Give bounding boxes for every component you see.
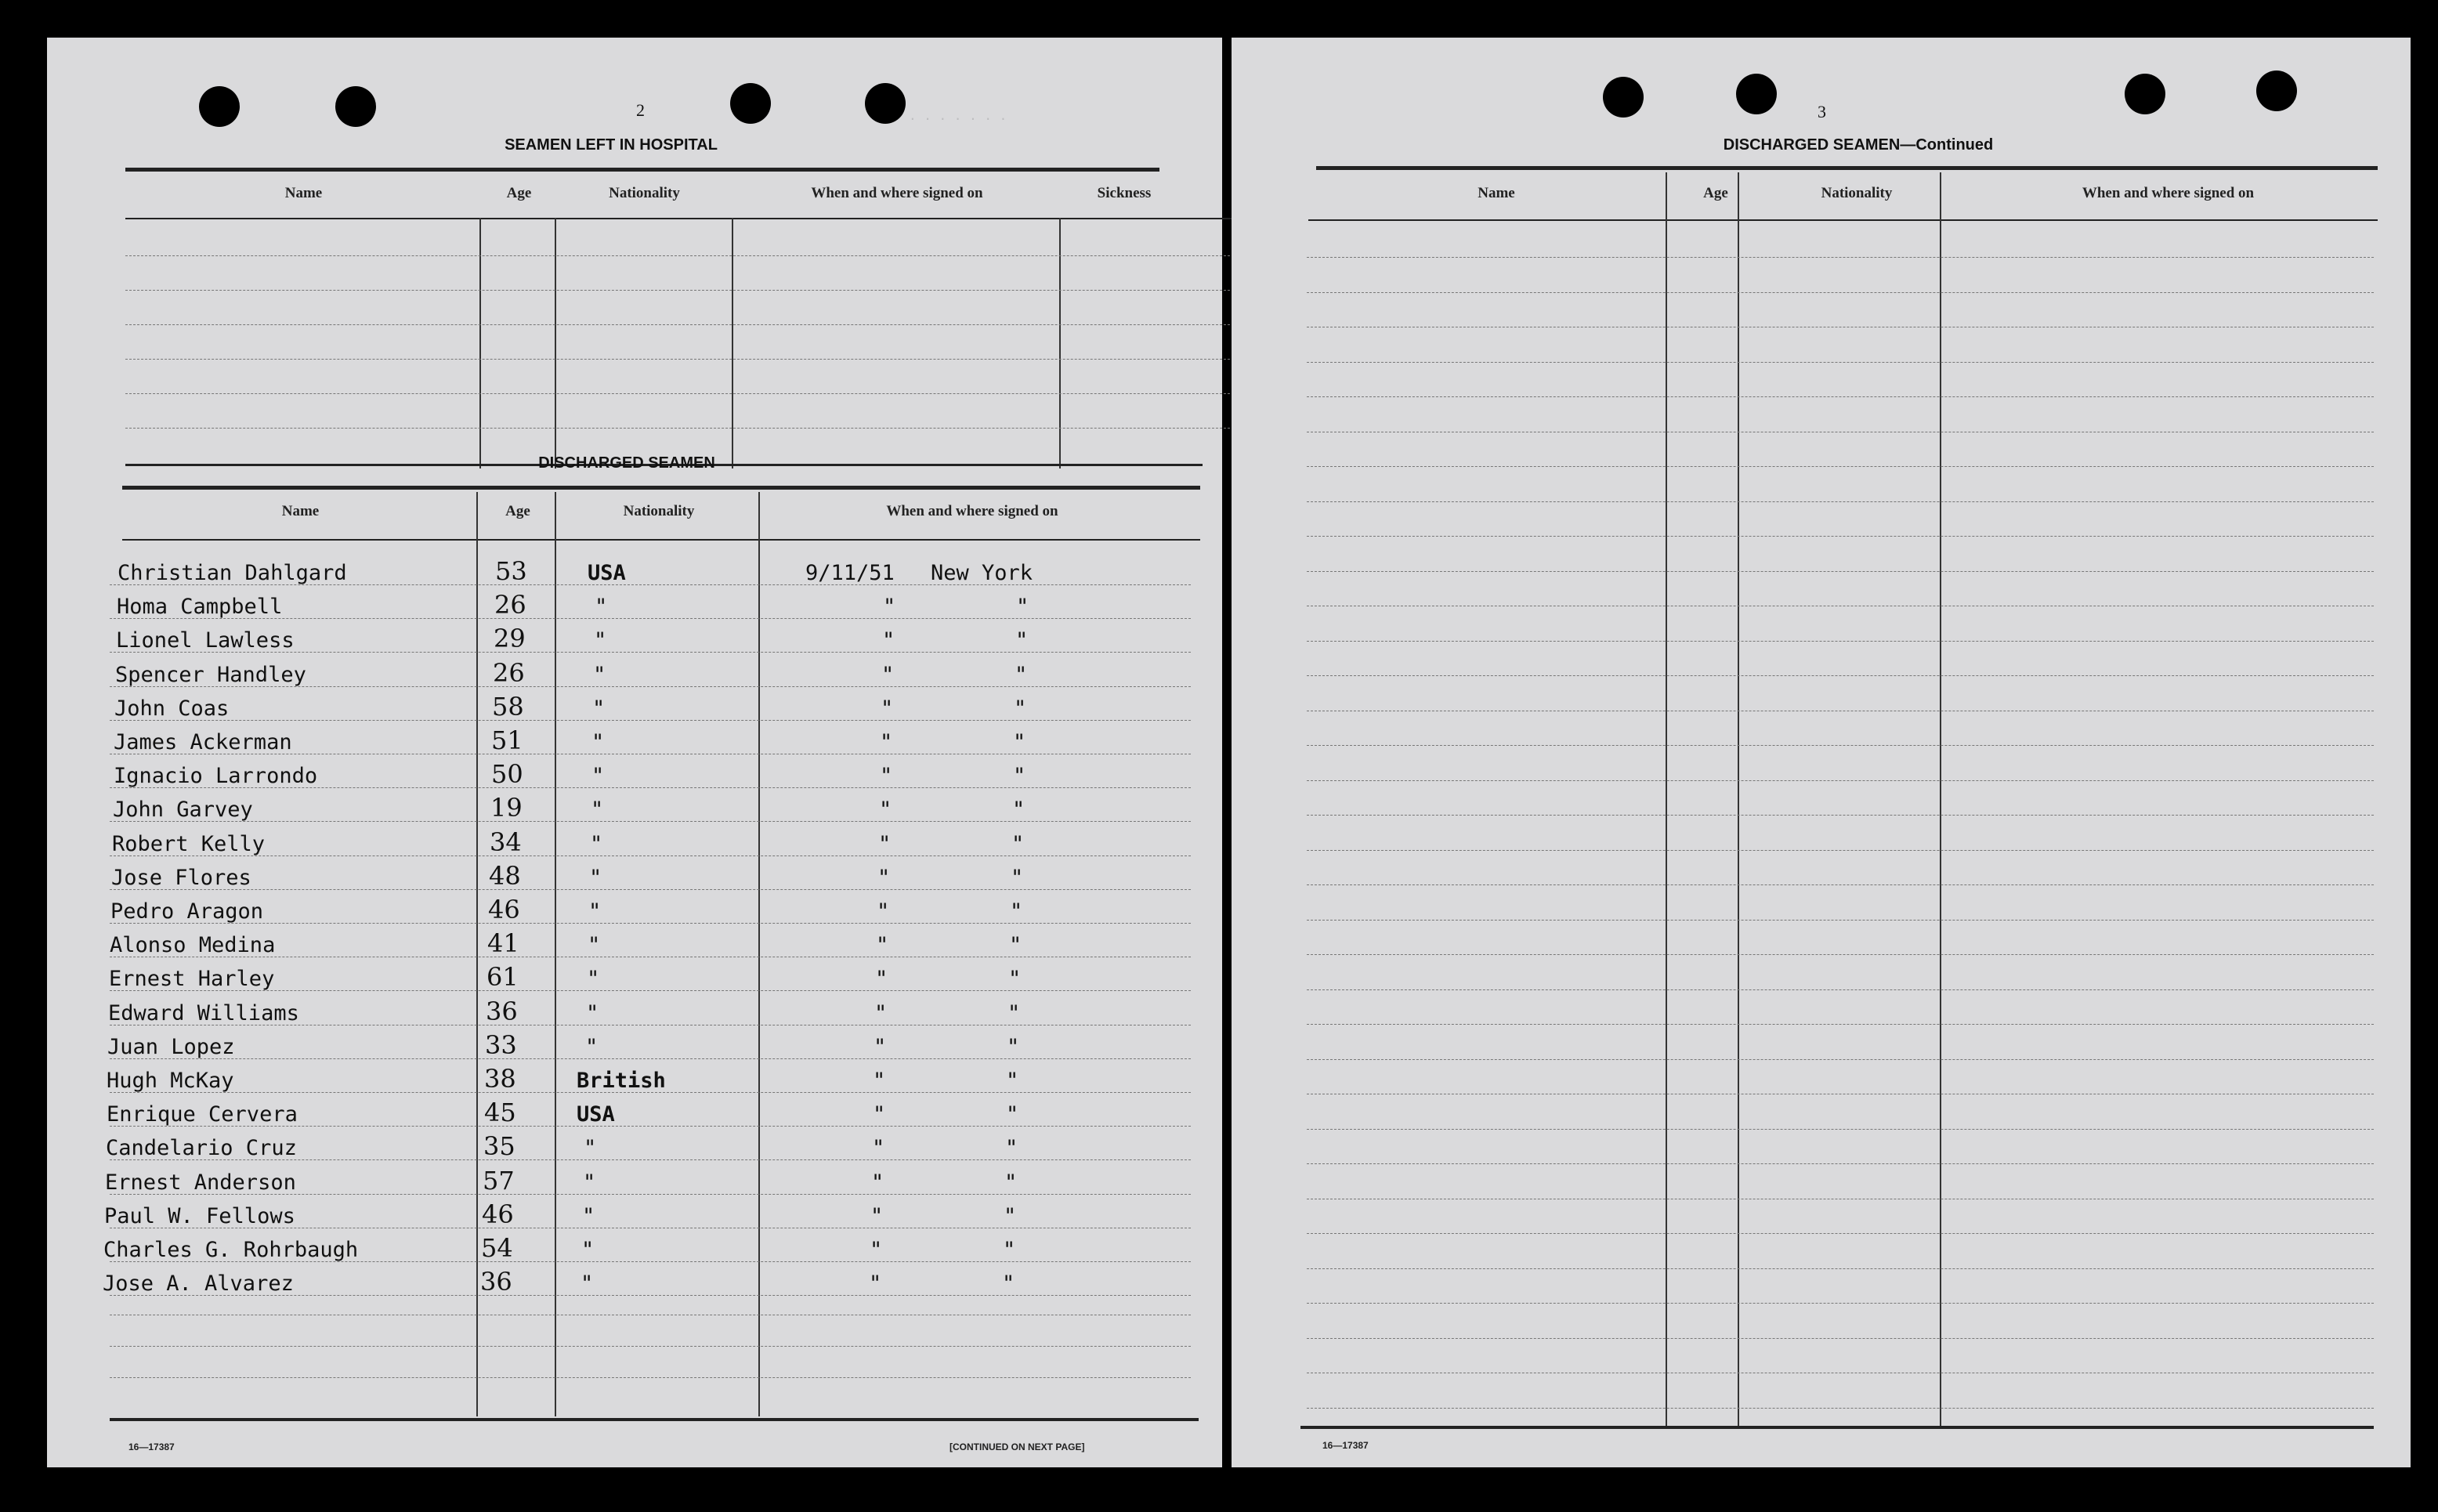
seaman-name: Christian Dahlgard xyxy=(118,561,347,585)
table-row xyxy=(47,1096,1222,1130)
row-line xyxy=(110,990,1191,991)
signed-on-date: " xyxy=(878,831,892,856)
seaman-name: Paul W. Fellows xyxy=(104,1203,295,1228)
col-name: Name xyxy=(1478,185,1515,201)
signed-on-date: " xyxy=(874,1034,887,1059)
table-row xyxy=(47,1130,1222,1164)
signed-on-place: " xyxy=(1011,831,1025,856)
empty-table-body xyxy=(1232,38,2411,1467)
signed-on-place: " xyxy=(1005,1136,1018,1161)
row-line xyxy=(1307,257,2374,258)
seaman-name: Homa Campbell xyxy=(117,595,283,620)
row-line xyxy=(110,1058,1191,1059)
seaman-nationality: " xyxy=(586,1000,599,1025)
row-line xyxy=(110,720,1191,721)
discharged-section-title: DISCHARGED SEAMEN xyxy=(538,454,715,472)
table-row xyxy=(47,995,1222,1029)
seaman-name: John Garvey xyxy=(113,798,253,823)
signed-on-place: " xyxy=(1002,1271,1015,1297)
right-page xyxy=(1232,38,2411,1467)
seaman-name: Lionel Lawless xyxy=(116,628,295,653)
row-line xyxy=(1307,780,2374,781)
seaman-age: 34 xyxy=(490,827,522,857)
signed-on-date: " xyxy=(881,696,894,721)
table-row xyxy=(47,1164,1222,1199)
seaman-age: 48 xyxy=(489,860,521,891)
seaman-age: 53 xyxy=(495,556,527,586)
seaman-name: James Ackerman xyxy=(114,730,292,754)
seaman-nationality: " xyxy=(590,831,603,856)
seaman-nationality: " xyxy=(583,1170,596,1195)
row-line xyxy=(1307,292,2374,293)
discharged-table-body xyxy=(47,555,1222,1416)
seaman-age: 36 xyxy=(480,1267,512,1297)
seaman-age: 46 xyxy=(488,895,520,924)
table-row xyxy=(47,859,1222,894)
seaman-age: 41 xyxy=(487,928,519,959)
discharged-col-signed-on: When and where signed on xyxy=(886,503,1058,519)
seaman-nationality: " xyxy=(581,1271,594,1297)
signed-on-place: " xyxy=(1013,730,1026,754)
signed-on-place: " xyxy=(1011,865,1024,890)
signed-on-place: New York xyxy=(931,561,1033,585)
row-line xyxy=(1307,362,2374,363)
row-line xyxy=(1307,466,2374,467)
seaman-nationality: " xyxy=(582,1203,595,1228)
row-line xyxy=(1307,396,2374,397)
row-line xyxy=(1307,1024,2374,1025)
seaman-nationality: " xyxy=(592,696,606,721)
signed-on-date: " xyxy=(869,1271,882,1297)
row-line xyxy=(1307,675,2374,676)
table-row xyxy=(47,1062,1222,1097)
seaman-name: Hugh McKay xyxy=(107,1069,234,1093)
seaman-nationality: " xyxy=(584,1136,597,1161)
row-line xyxy=(110,1126,1191,1127)
seaman-name: Spencer Handley xyxy=(115,662,306,687)
seaman-age: 50 xyxy=(491,759,523,790)
signed-on-place: " xyxy=(1013,764,1026,789)
signed-on-place: " xyxy=(1014,696,1027,721)
row-line xyxy=(1307,920,2374,921)
signed-on-date: " xyxy=(877,899,890,924)
seaman-name: Ernest Harley xyxy=(109,967,275,992)
signed-on-place: " xyxy=(1007,1000,1021,1025)
left-page xyxy=(47,38,1222,1467)
table-row xyxy=(47,1265,1222,1300)
form-number: 16—17387 xyxy=(128,1441,175,1452)
row-line xyxy=(125,359,1238,360)
row-line xyxy=(1307,1129,2374,1130)
signed-on-place: " xyxy=(1006,1102,1019,1127)
bleed-through-text: . . . . . . . xyxy=(909,108,1007,123)
table-row xyxy=(47,622,1222,657)
row-line xyxy=(1307,1163,2374,1164)
seaman-name: Alonso Medina xyxy=(110,933,276,958)
seaman-name: Juan Lopez xyxy=(107,1034,235,1059)
seaman-age: 26 xyxy=(494,590,526,620)
row-line xyxy=(1307,1268,2374,1269)
row-line xyxy=(1307,1303,2374,1304)
row-line xyxy=(110,889,1191,890)
row-line xyxy=(1307,536,2374,537)
seaman-nationality: USA xyxy=(577,1102,615,1127)
seaman-name: Jose A. Alvarez xyxy=(103,1271,294,1297)
table-row xyxy=(47,1232,1222,1266)
seaman-age: 58 xyxy=(492,691,524,722)
table-row xyxy=(47,893,1222,928)
header-rule xyxy=(122,539,1200,541)
row-line xyxy=(1307,1059,2374,1060)
row-line xyxy=(125,324,1238,325)
table-row xyxy=(47,791,1222,826)
table-row xyxy=(47,588,1222,623)
row-line xyxy=(110,1377,1191,1378)
form-number: 16—17387 xyxy=(1322,1440,1369,1451)
seaman-name: Ernest Anderson xyxy=(105,1170,296,1195)
row-line xyxy=(1307,1338,2374,1339)
signed-on-date: " xyxy=(870,1203,884,1228)
seaman-age: 36 xyxy=(486,996,518,1026)
discharged-col-nationality: Nationality xyxy=(623,503,695,519)
row-line xyxy=(110,1159,1191,1160)
table-row xyxy=(47,1029,1222,1063)
seaman-name: John Coas xyxy=(114,696,230,721)
hospital-col-nationality: Nationality xyxy=(609,185,680,201)
signed-on-date: " xyxy=(880,730,893,754)
table-row xyxy=(47,724,1222,758)
punch-hole xyxy=(199,86,240,127)
punch-hole xyxy=(730,83,771,124)
row-line xyxy=(110,1346,1191,1347)
seaman-nationality: " xyxy=(591,730,605,754)
seaman-age: 26 xyxy=(493,657,525,688)
seaman-age: 35 xyxy=(483,1131,515,1162)
seaman-nationality: USA xyxy=(588,561,626,585)
signed-on-date: " xyxy=(883,595,896,620)
signed-on-date: " xyxy=(879,798,892,823)
col-signed-on: When and where signed on xyxy=(2082,185,2255,201)
signed-on-date: " xyxy=(876,933,889,958)
signed-on-date: " xyxy=(871,1170,884,1195)
signed-on-date: " xyxy=(877,865,891,890)
signed-on-place: " xyxy=(1004,1203,1017,1228)
row-line xyxy=(110,686,1191,687)
punch-hole xyxy=(335,86,376,127)
title-main: DISCHARGED SEAMEN xyxy=(1723,136,1901,154)
row-line xyxy=(110,923,1191,924)
seaman-name: Ignacio Larrondo xyxy=(114,764,318,789)
seaman-nationality: " xyxy=(585,1034,599,1059)
seaman-name: Candelario Cruz xyxy=(106,1136,297,1161)
table-top-rule xyxy=(125,168,1159,172)
seaman-name: Jose Flores xyxy=(111,865,251,890)
seaman-age: 19 xyxy=(490,793,523,823)
seaman-nationality: " xyxy=(589,865,602,890)
row-line xyxy=(125,290,1238,291)
seaman-age: 61 xyxy=(487,962,519,993)
seaman-age: 29 xyxy=(494,624,526,654)
table-bottom-rule xyxy=(1300,1426,2374,1429)
table-top-rule xyxy=(122,486,1200,490)
title-suffix: —Continued xyxy=(1900,136,1994,154)
discharged-col-name: Name xyxy=(281,503,320,519)
row-line xyxy=(1307,850,2374,851)
seaman-nationality: " xyxy=(591,764,605,789)
table-row xyxy=(47,657,1222,691)
row-line xyxy=(110,855,1191,856)
table-row xyxy=(47,927,1222,961)
signed-on-place: " xyxy=(1003,1238,1016,1262)
discharged-col-age: Age xyxy=(505,503,530,519)
table-row xyxy=(47,758,1222,792)
signed-on-date: " xyxy=(874,1000,888,1025)
seaman-age: 33 xyxy=(485,1029,517,1060)
col-nationality: Nationality xyxy=(1821,185,1893,201)
seaman-nationality: " xyxy=(591,798,604,823)
seaman-nationality: British xyxy=(577,1069,666,1093)
seaman-name: Charles G. Rohrbaugh xyxy=(103,1238,359,1262)
page-number: 2 xyxy=(636,100,645,120)
hospital-section-title: SEAMEN LEFT IN HOSPITAL xyxy=(505,136,718,154)
signed-on-place: " xyxy=(1015,628,1029,653)
table-row xyxy=(47,1198,1222,1232)
row-line xyxy=(1307,1408,2374,1409)
signed-on-date: 9/11/51 xyxy=(805,561,895,585)
signed-on-place: " xyxy=(1010,899,1023,924)
row-line xyxy=(1307,1233,2374,1234)
seaman-age: 38 xyxy=(484,1064,516,1094)
hospital-col-sickness: Sickness xyxy=(1097,185,1152,201)
signed-on-date: " xyxy=(870,1238,883,1262)
table-row xyxy=(47,690,1222,725)
signed-on-date: " xyxy=(873,1102,886,1127)
signed-on-place: " xyxy=(1015,662,1028,687)
seaman-name: Enrique Cervera xyxy=(107,1102,298,1127)
row-line xyxy=(110,1194,1191,1195)
row-line xyxy=(110,787,1191,788)
seaman-nationality: " xyxy=(587,967,600,992)
signed-on-date: " xyxy=(875,967,888,992)
seaman-nationality: " xyxy=(588,933,601,958)
row-line xyxy=(110,1092,1191,1093)
signed-on-date: " xyxy=(880,764,893,789)
row-line xyxy=(1307,954,2374,955)
continued-note: [CONTINUED ON NEXT PAGE] xyxy=(950,1441,1085,1452)
hospital-col-signed-on: When and where signed on xyxy=(811,185,983,201)
page-number: 3 xyxy=(1818,102,1826,121)
row-line xyxy=(1307,745,2374,746)
col-age: Age xyxy=(1703,185,1728,201)
signed-on-place: " xyxy=(1016,595,1029,620)
signed-on-place: " xyxy=(1009,933,1022,958)
seaman-nationality: " xyxy=(588,899,602,924)
table-row xyxy=(47,555,1222,589)
row-line xyxy=(110,1261,1191,1262)
hospital-col-name: Name xyxy=(284,185,323,201)
seaman-age: 54 xyxy=(481,1233,513,1263)
row-line xyxy=(1307,884,2374,885)
table-row xyxy=(47,826,1222,860)
row-line xyxy=(110,652,1191,653)
header-rule xyxy=(125,218,1238,219)
row-line xyxy=(125,255,1238,256)
signed-on-place: " xyxy=(1008,967,1022,992)
row-line xyxy=(1307,989,2374,990)
signed-on-place: " xyxy=(1006,1069,1019,1093)
seaman-name: Robert Kelly xyxy=(112,831,266,856)
signed-on-place: " xyxy=(1012,798,1025,823)
row-line xyxy=(1307,815,2374,816)
row-line xyxy=(1307,641,2374,642)
signed-on-date: " xyxy=(873,1069,886,1093)
row-line xyxy=(110,1295,1191,1296)
seaman-age: 51 xyxy=(491,725,523,755)
seaman-nationality: " xyxy=(595,595,608,620)
row-line xyxy=(1307,571,2374,572)
table-bottom-rule xyxy=(110,1418,1199,1421)
row-line xyxy=(110,584,1191,585)
signed-on-date: " xyxy=(882,628,895,653)
row-line xyxy=(110,821,1191,822)
seaman-name: Edward Williams xyxy=(108,1000,299,1025)
signed-on-date: " xyxy=(872,1136,885,1161)
seaman-nationality: " xyxy=(593,662,606,687)
row-line xyxy=(125,393,1238,394)
table-row xyxy=(47,960,1222,995)
signed-on-date: " xyxy=(881,662,895,687)
row-line xyxy=(110,618,1191,619)
row-line xyxy=(1307,501,2374,502)
seaman-age: 46 xyxy=(482,1199,514,1229)
row-line xyxy=(125,428,1238,429)
seaman-name: Pedro Aragon xyxy=(110,899,264,924)
seaman-nationality: " xyxy=(594,628,607,653)
seaman-age: 45 xyxy=(484,1098,516,1128)
seaman-nationality: " xyxy=(581,1238,595,1262)
punch-hole xyxy=(865,83,906,124)
signed-on-place: " xyxy=(1004,1170,1018,1195)
signed-on-place: " xyxy=(1007,1034,1020,1059)
hospital-col-age: Age xyxy=(506,185,532,201)
seaman-age: 57 xyxy=(483,1165,515,1195)
